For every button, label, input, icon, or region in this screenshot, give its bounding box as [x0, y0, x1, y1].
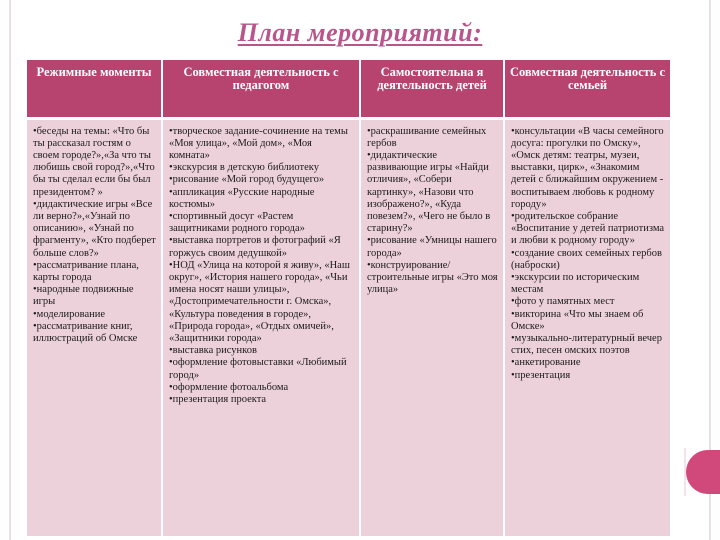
list-item: •моделирование	[33, 308, 106, 320]
list-item: •презентация	[511, 369, 571, 381]
list-item: •дидактические игры «Все ли верно?»,«Узнай по описанию», «Узнай по фрагменту», «Кто подберет больше слов?»	[33, 198, 156, 259]
list-item: •рисование «Умницы нашего города»	[367, 235, 497, 259]
list-item: •консультации «В часы семейного досуга: прогулки по Омску», «Омск детям: театры, музеи, выставки, цирк», «Знакомим детей с ближайшим окружением - воспитываем любовь к родному городу»	[511, 125, 664, 210]
cell-joint-with-family	[504, 118, 670, 536]
cell-routine-moments	[27, 118, 162, 536]
list-item: •музыкально-литературный вечер стих, песен омских поэтов	[511, 332, 662, 357]
list-item: •дидактические развивающие игры «Найди отличия», «Собери картинку», «Назови что изображено?», «Куда повезем?», «Чего не было в старину?»	[367, 149, 491, 235]
header-joint-with-family: Совместная деятельность с семьей	[504, 60, 670, 118]
list-item: •презентация проекта	[169, 393, 267, 405]
list-item: •конструирование/ строительные игры «Это моя улица»	[367, 259, 498, 296]
list-item: •создание своих семейных гербов (наброски)	[511, 247, 662, 271]
list-item: •рассматривание плана, карты города	[33, 259, 139, 283]
list-item: •викторина «Что мы знаем об Омске»	[511, 308, 644, 332]
list-item: •спортивный досуг «Растем защитниками родного города»	[169, 210, 305, 235]
list-item: •раскрашивание семейных гербов	[367, 125, 487, 149]
list-item: •фото у памятных мест	[511, 296, 615, 308]
list-item: •родительское собрание «Воспитание у детей патриотизма и любви к родному городу»	[511, 210, 665, 247]
table-header-row	[27, 60, 670, 118]
list-item: •рисование «Мой город будущего»	[169, 174, 325, 186]
table-row	[27, 118, 670, 536]
header-joint-with-teacher: Совместная деятельность с педагогом	[162, 60, 360, 118]
list-item: •экскурсия в детскую библиотеку	[169, 162, 319, 174]
header-independent-activity: Самостоятельна я деятельность детей	[360, 60, 504, 118]
list-item: •народные подвижные игры	[33, 284, 134, 308]
slide-title: План мероприятий:	[237, 18, 483, 47]
list-item: •экскурсии по историческим местам	[511, 271, 640, 296]
list-item: •выставка рисунков	[169, 345, 257, 357]
left-frame-line	[9, 0, 11, 540]
cell-joint-with-teacher	[162, 118, 360, 536]
list-item: •анкетирование	[511, 357, 581, 369]
list-item: •рассматривание книг, иллюстраций об Омске	[33, 320, 138, 344]
list-item: •НОД «Улица на которой я живу», «Наш округ», «История нашего города», «Чьи имена носят наши улицы», «Достопримечательности г. Омска», «Культура поведения в городе», «Природа города», «Отдых омичей», «Защитники города»	[169, 259, 350, 344]
list-item: •беседы на темы: «Что бы ты рассказал гостям о своем городе?»,«За что ты любишь свой город?»,«Что бы ты сделал если бы был президентом? »	[33, 125, 155, 198]
list-item: •оформление фотовыставки «Любимый город»	[169, 357, 347, 381]
list-item: •оформление фотоальбома	[169, 381, 289, 393]
activity-plan-table	[27, 60, 670, 536]
list-item: •выставка портретов и фотографий «Я горжусь своим дедушкой»	[169, 235, 341, 259]
cell-independent-activity	[360, 118, 504, 536]
slide-nav-tab[interactable]	[686, 450, 720, 494]
list-item: •аппликация «Русские народные костюмы»	[169, 186, 315, 210]
list-item: •творческое задание-сочинение на темы «Моя улица», «Мой дом», «Моя комната»	[169, 125, 348, 161]
header-routine-moments: Режимные моменты	[27, 60, 162, 118]
